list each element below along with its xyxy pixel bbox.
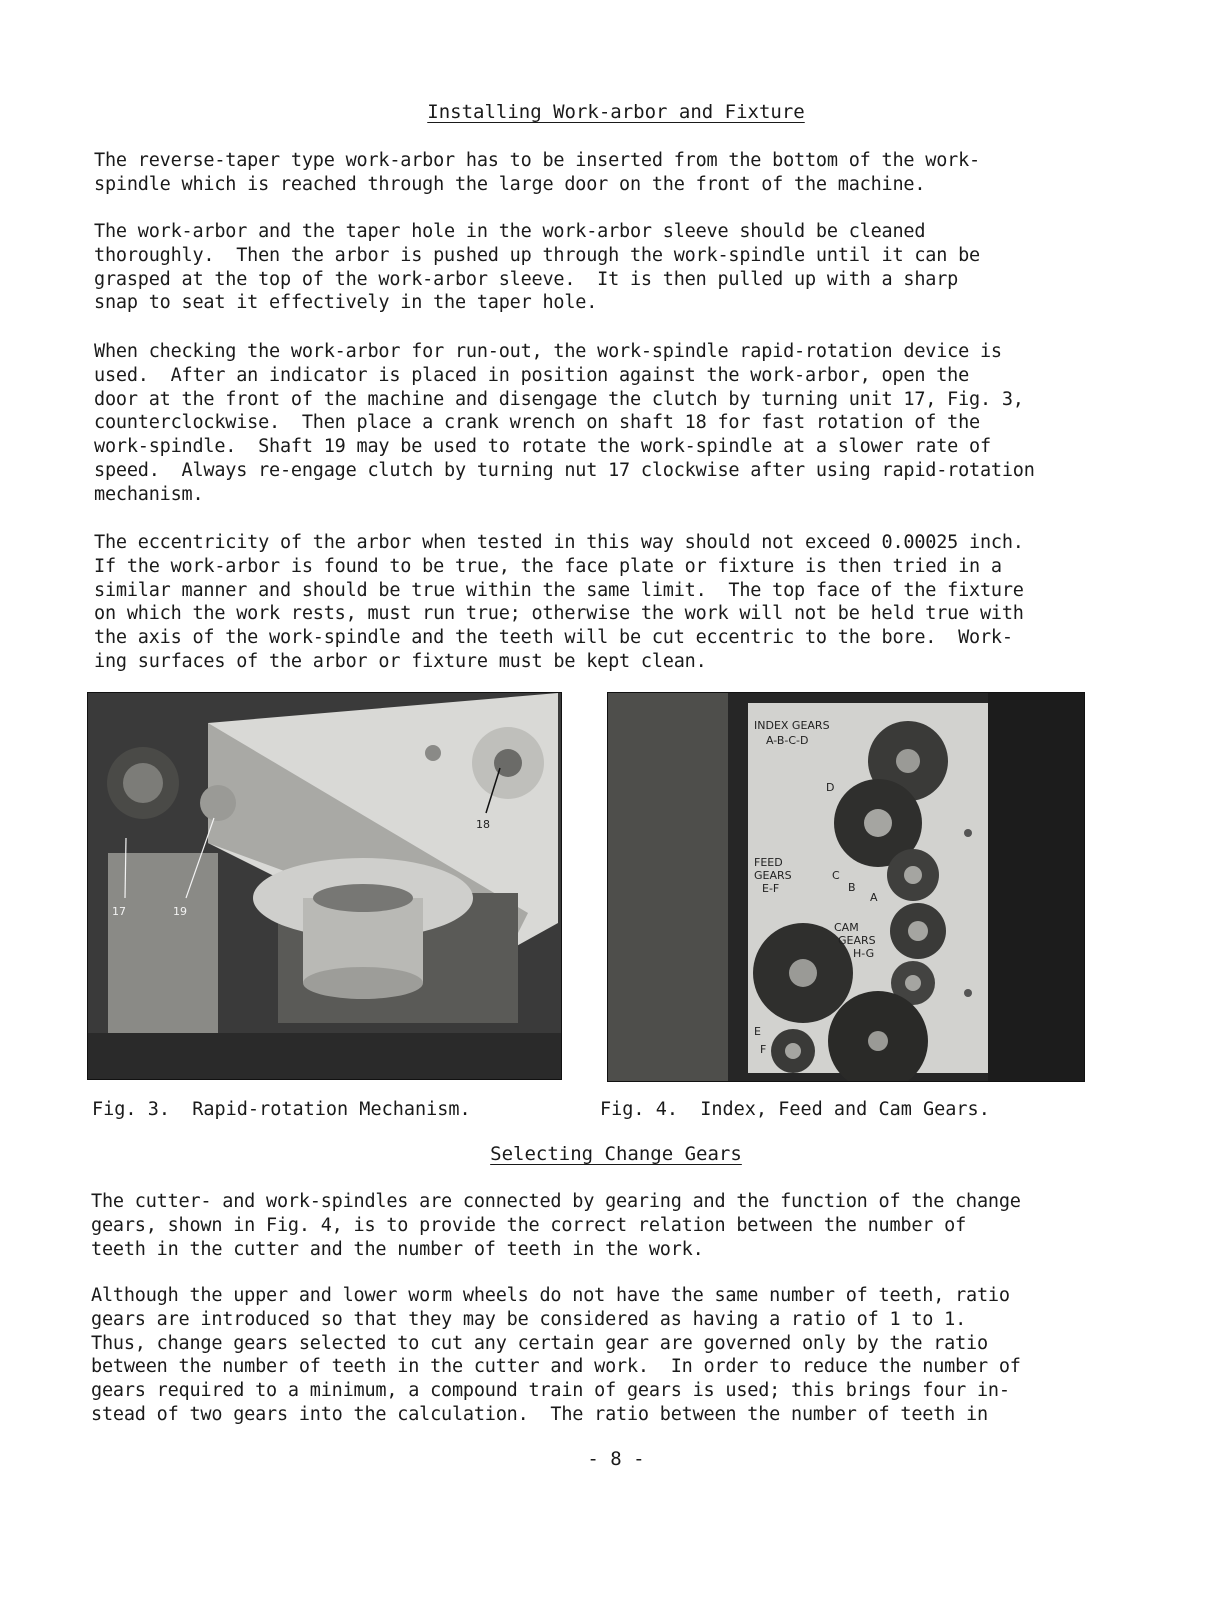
label-a: A [870,891,878,904]
label-c: C [832,869,840,882]
label-17: 17 [112,905,126,918]
label-b: B [848,881,856,894]
page-number: - 8 - [587,1448,645,1470]
label-cam: CAM [834,921,859,934]
label-18: 18 [476,818,490,831]
label-e: E [754,1025,761,1038]
label-feed-gears: GEARS [754,869,792,882]
figure-3-photo [87,692,562,1080]
paragraph-4: The eccentricity of the arbor when tested in this way should not exceed 0.00025 inch. If the work-arbor is found to be true, the face plate or fixture is then tried in a similar manner and should be true within the same limit. The top face of the fixture on which the work rests, must run true; otherwise the work will not be held true with the axis of the work-spindle and the teeth will be cut eccentric to the bore. Work- ing surfaces of the arbor or fixture must be kept clean. [94,532,1024,672]
paragraph-2: The work-arbor and the taper hole in the work-arbor sleeve should be cleaned thoroughly. Then the arbor is pushed up through the work-spindle until it can be grasped at the top of the work-arbor sleeve. It is then pulled up with a sharp snap to seat it effectively in the taper hole. [94,221,980,314]
paragraph-5: The cutter- and work-spindles are connected by gearing and the function of the change gears, shown in Fig. 4, is to provide the correct relation between the number of teeth in the cutter and the number of teeth in the work. [91,1191,1021,1260]
figure-3-caption: Fig. 3. Rapid-rotation Mechanism. [92,1099,471,1120]
paragraph-6: Although the upper and lower worm wheels do not have the same number of teeth, ratio gears are introduced so that they may be considered as having a ratio of 1 to 1. Thus, change gears selected to cut any certain gear are governed only by the ratio between the number of teeth in the cutter and work. In order to reduce the number of gears required to a minimum, a compound train of gears is used; this brings four in- stead of two gears into the calculation. The ratio between the number of teeth in [91,1285,1021,1425]
section-heading-selecting: Selecting Change Gears [490,1143,742,1165]
label-index-abcd: A-B-C-D [766,734,809,747]
label-19: 19 [173,905,187,918]
label-cam-gears: GEARS [838,934,876,947]
label-d: D [826,781,835,794]
section-heading-installing: Installing Work-arbor and Fixture [427,101,805,123]
paragraph-3: When checking the work-arbor for run-out, the work-spindle rapid-rotation device is used. After an indicator is placed in position against the work-arbor, open the door at the front of the machine and disengage the clutch by turning unit 17, Fig. 3, counterclockwise. Then place a crank wrench on shaft 18 for fast rotation of the work-spindle. Shaft 19 may be used to rotate the work-spindle at a slower rate of speed. Always re-engage clutch by turning nut 17 clockwise after using rapid-rotation mechanism. [94,341,1035,505]
label-index-gears: INDEX GEARS [754,719,830,732]
label-feed: FEED [754,856,783,869]
label-feed-ef: E-F [762,882,780,895]
label-cam-hg: H-G [853,947,875,960]
figure-4-photo [607,692,1085,1082]
label-f: F [760,1043,767,1056]
figure-4-caption: Fig. 4. Index, Feed and Cam Gears. [600,1099,990,1120]
paragraph-1: The reverse-taper type work-arbor has to be inserted from the bottom of the work- spindle which is reached through the large door on the front of the machine. [94,150,980,195]
